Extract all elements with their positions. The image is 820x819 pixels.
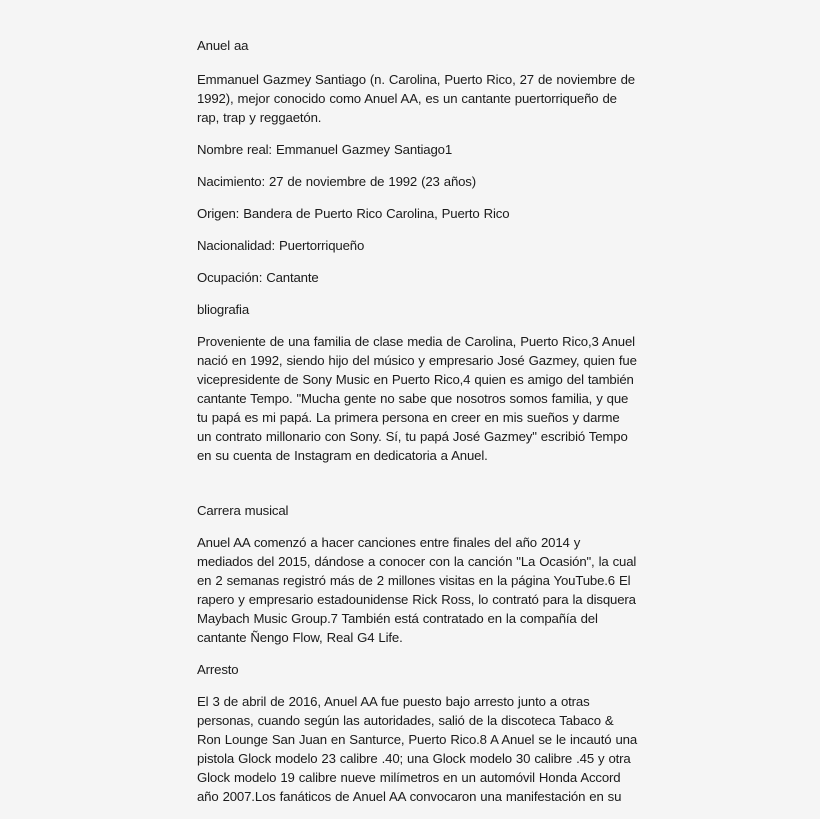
field-nacionalidad (197, 236, 637, 255)
document-title: Anuel aa (197, 38, 249, 53)
field-value: Bandera de Puerto Rico Carolina, Puerto Rico (243, 206, 510, 221)
field-value: 27 de noviembre de 1992 (23 años) (269, 174, 476, 189)
field-label: Origen: (197, 206, 240, 221)
field-label: Nombre real: (197, 142, 272, 157)
section-body-arresto: El 3 de abril de 2016, Anuel AA fue puesto bajo arresto junto a otras personas, cuando según las autoridades, salió de la discoteca Tabaco & Ron Lounge San Juan en Santurce, Puerto Rico.8 A Anuel se le incautó una pistola Glock modelo 23 calibre .40; una Glock modelo 30 calibre .45 y otra Glock modelo 19 calibre nueve milímetros en un automóvil Honda Accord año 2007.Los fanáticos de Anuel AA convocaron una manifestación en su (197, 694, 637, 804)
field-nacimiento (197, 172, 637, 191)
section-heading-carrera-musical: Carrera musical (197, 503, 289, 518)
section-heading-arresto: Arresto (197, 662, 239, 677)
document-page (197, 36, 637, 819)
field-label: Nacimiento: (197, 174, 265, 189)
field-label: Ocupación: (197, 270, 263, 285)
field-origen (197, 204, 637, 223)
field-ocupacion (197, 268, 637, 287)
field-label: Nacionalidad: (197, 238, 275, 253)
intro-paragraph: Emmanuel Gazmey Santiago (n. Carolina, Puerto Rico, 27 de noviembre de 1992), mejor conocido como Anuel AA, es un cantante puertorriqueño de rap, trap y reggaetón. (197, 72, 635, 125)
field-value: Emmanuel Gazmey Santiago1 (275, 142, 453, 157)
section-body-carrera-musical: Anuel AA comenzó a hacer canciones entre finales del año 2014 y mediados del 2015, dándose a conocer con la canción "La Ocasión", la cual en 2 semanas registró más de 2 millones visitas en la página YouTube.6 El rapero y empresario estadounidense Rick Ross, lo contrató para la disquera Maybach Music Group.7 También está contratado en la compañía del cantante Ñengo Flow, Real G4 Life. (197, 535, 637, 645)
section-body-biografia: Proveniente de una familia de clase media de Carolina, Puerto Rico,3 Anuel nació en 1992, siendo hijo del músico y empresario José Gazmey, quien fue vicepresidente de Sony Music en Puerto Rico,4 quien es amigo del también cantante Tempo. "Mucha gente no sabe que nosotros somos familia, y que tu papá es mi papá. La primera persona en creer en mis sueños y darme un contrato millonario con Sony. Sí, tu papá José Gazmey" escribió Tempo en su cuenta de Instagram en dedicatoria a Anuel. (197, 334, 637, 463)
field-nombre-real (197, 140, 637, 159)
section-heading-biografia: bliografia (197, 302, 250, 317)
field-value: Cantante (266, 270, 319, 285)
field-value: Puertorriqueño (278, 238, 365, 253)
